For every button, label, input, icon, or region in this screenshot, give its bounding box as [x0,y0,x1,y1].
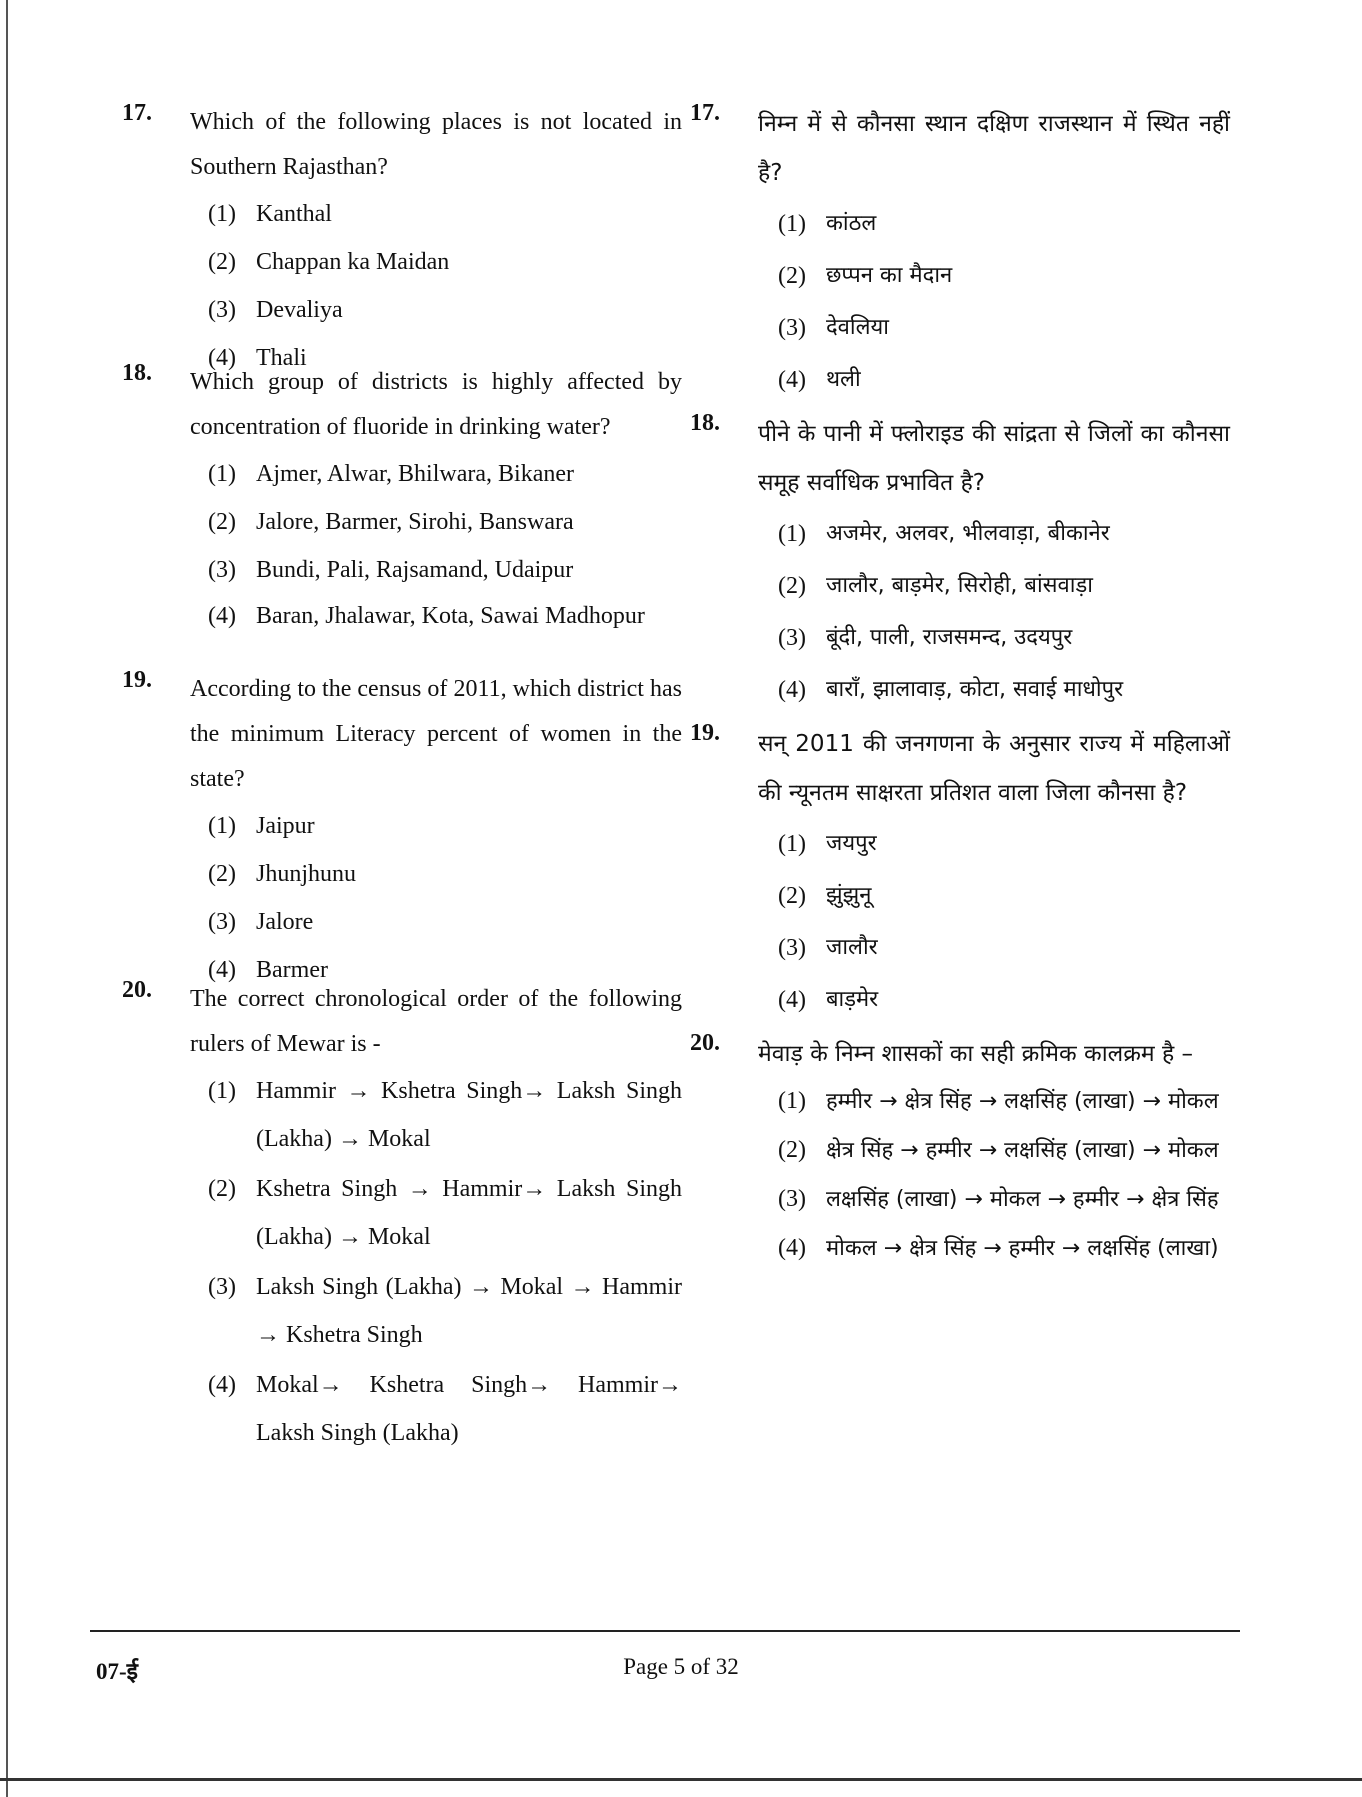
question-19-hi [690,720,1230,1030]
options-list [778,508,1230,716]
option: (4) बाराँ, झालावाड़, कोटा, सवाई माधोपुर [778,677,1124,703]
options-list [208,1067,682,1457]
question-number: 19. [690,720,720,746]
option: (3) Jalore [208,909,314,935]
option: (3) बूंदी, पाली, राजसमन्द, उदयपुर [778,625,1073,651]
option: (4) Baran, Jhalawar, Kota, Sawai Madhopur [208,603,645,629]
option: (1) Hammir → Kshetra Singh→ Laksh Singh (Lakha) → Mokal [208,1078,682,1152]
option: (4) बाड़मेर [778,987,879,1013]
option: (3) देवलिया [778,315,889,341]
option: (1) Jaipur [208,813,315,839]
question-17-hi [690,100,1230,410]
option: (2) Kshetra Singh → Hammir→ Laksh Singh (Lakha) → Mokal [208,1176,682,1250]
options-list [208,802,682,994]
options-list [778,198,1230,406]
question-number: 18. [122,360,152,386]
question-18-en [122,360,682,667]
booklet-code: 07-ई [96,1659,138,1684]
question-number: 20. [690,1030,720,1056]
option: (4) थली [778,367,861,393]
option: (4) Thali [208,345,307,371]
option: (1) Ajmer, Alwar, Bhilwara, Bikaner [208,461,574,487]
question-text: Which of the following places is not located in Southern Rajasthan? [190,109,682,180]
option: (2) झुंझुनू [778,883,872,909]
question-text: The correct chronological order of the following rulers of Mewar is - [190,986,682,1057]
question-text: Which group of districts is highly affected by concentration of fluoride in drinking water? [190,369,682,440]
question-text: निम्न में से कौनसा स्थान दक्षिण राजस्थान में स्थित नहीं है? [758,111,1230,186]
question-text: मेवाड़ के निम्न शासकों का सही क्रमिक कालक्रम है – [758,1041,1193,1067]
page-number: Page 5 of 32 [623,1654,739,1679]
option: (2) Chappan ka Maidan [208,249,450,275]
option: (1) कांठल [778,211,877,237]
question-17-en [122,100,682,371]
options-list [778,1079,1230,1271]
options-list [208,190,682,382]
option: (3) Laksh Singh (Lakha) → Mokal → Hammir → Kshetra Singh [208,1274,682,1348]
option: (4) मोकल → क्षेत्र सिंह → हम्मीर → लक्षसिंह (लाखा) [778,1235,1219,1261]
question-20-hi [690,1030,1230,1271]
question-number: 19. [122,667,152,693]
question-number: 17. [122,100,152,126]
english-column [122,100,682,1457]
option: (2) जालौर, बाड़मेर, सिरोही, बांसवाड़ा [778,573,1093,599]
scan-edge-left [6,0,8,1797]
question-19-en [122,667,682,983]
option: (2) क्षेत्र सिंह → हम्मीर → लक्षसिंह (लाखा) → मोकल [778,1137,1219,1163]
option: (3) जालौर [778,935,878,961]
question-text: According to the census of 2011, which district has the minimum Literacy percent of women in the state? [190,676,682,792]
question-20-en [122,977,682,1457]
option: (1) Kanthal [208,201,332,227]
options-list [208,450,682,638]
option: (2) छप्पन का मैदान [778,263,953,289]
question-18-hi [690,410,1230,720]
hindi-column [690,100,1230,1271]
option: (3) Bundi, Pali, Rajsamand, Udaipur [208,557,574,583]
option: (2) Jalore, Barmer, Sirohi, Banswara [208,509,574,535]
options-list [778,818,1230,1026]
scan-edge-bottom [0,1778,1362,1781]
question-number: 20. [122,977,152,1003]
question-number: 18. [690,410,720,436]
option: (4) Barmer [208,957,328,983]
question-text: पीने के पानी में फ्लोराइड की सांद्रता से जिलों का कौनसा समूह सर्वाधिक प्रभावित है? [758,421,1230,496]
question-number: 17. [690,100,720,126]
option: (1) हम्मीर → क्षेत्र सिंह → लक्षसिंह (लाखा) → मोकल [778,1088,1219,1114]
footer-divider [90,1630,1240,1632]
option: (1) जयपुर [778,831,877,857]
option: (1) अजमेर, अलवर, भीलवाड़ा, बीकानेर [778,521,1110,547]
question-text: सन् 2011 की जनगणना के अनुसार राज्य में महिलाओं की न्यूनतम साक्षरता प्रतिशत वाला जिला कौनसा है? [758,731,1230,806]
option: (2) Jhunjhunu [208,861,357,887]
option: (3) Devaliya [208,297,343,323]
option: (4) Mokal→ Kshetra Singh→ Hammir→ Laksh Singh (Lakha) [208,1372,682,1446]
option: (3) लक्षसिंह (लाखा) → मोकल → हम्मीर → क्षेत्र सिंह [778,1186,1219,1212]
